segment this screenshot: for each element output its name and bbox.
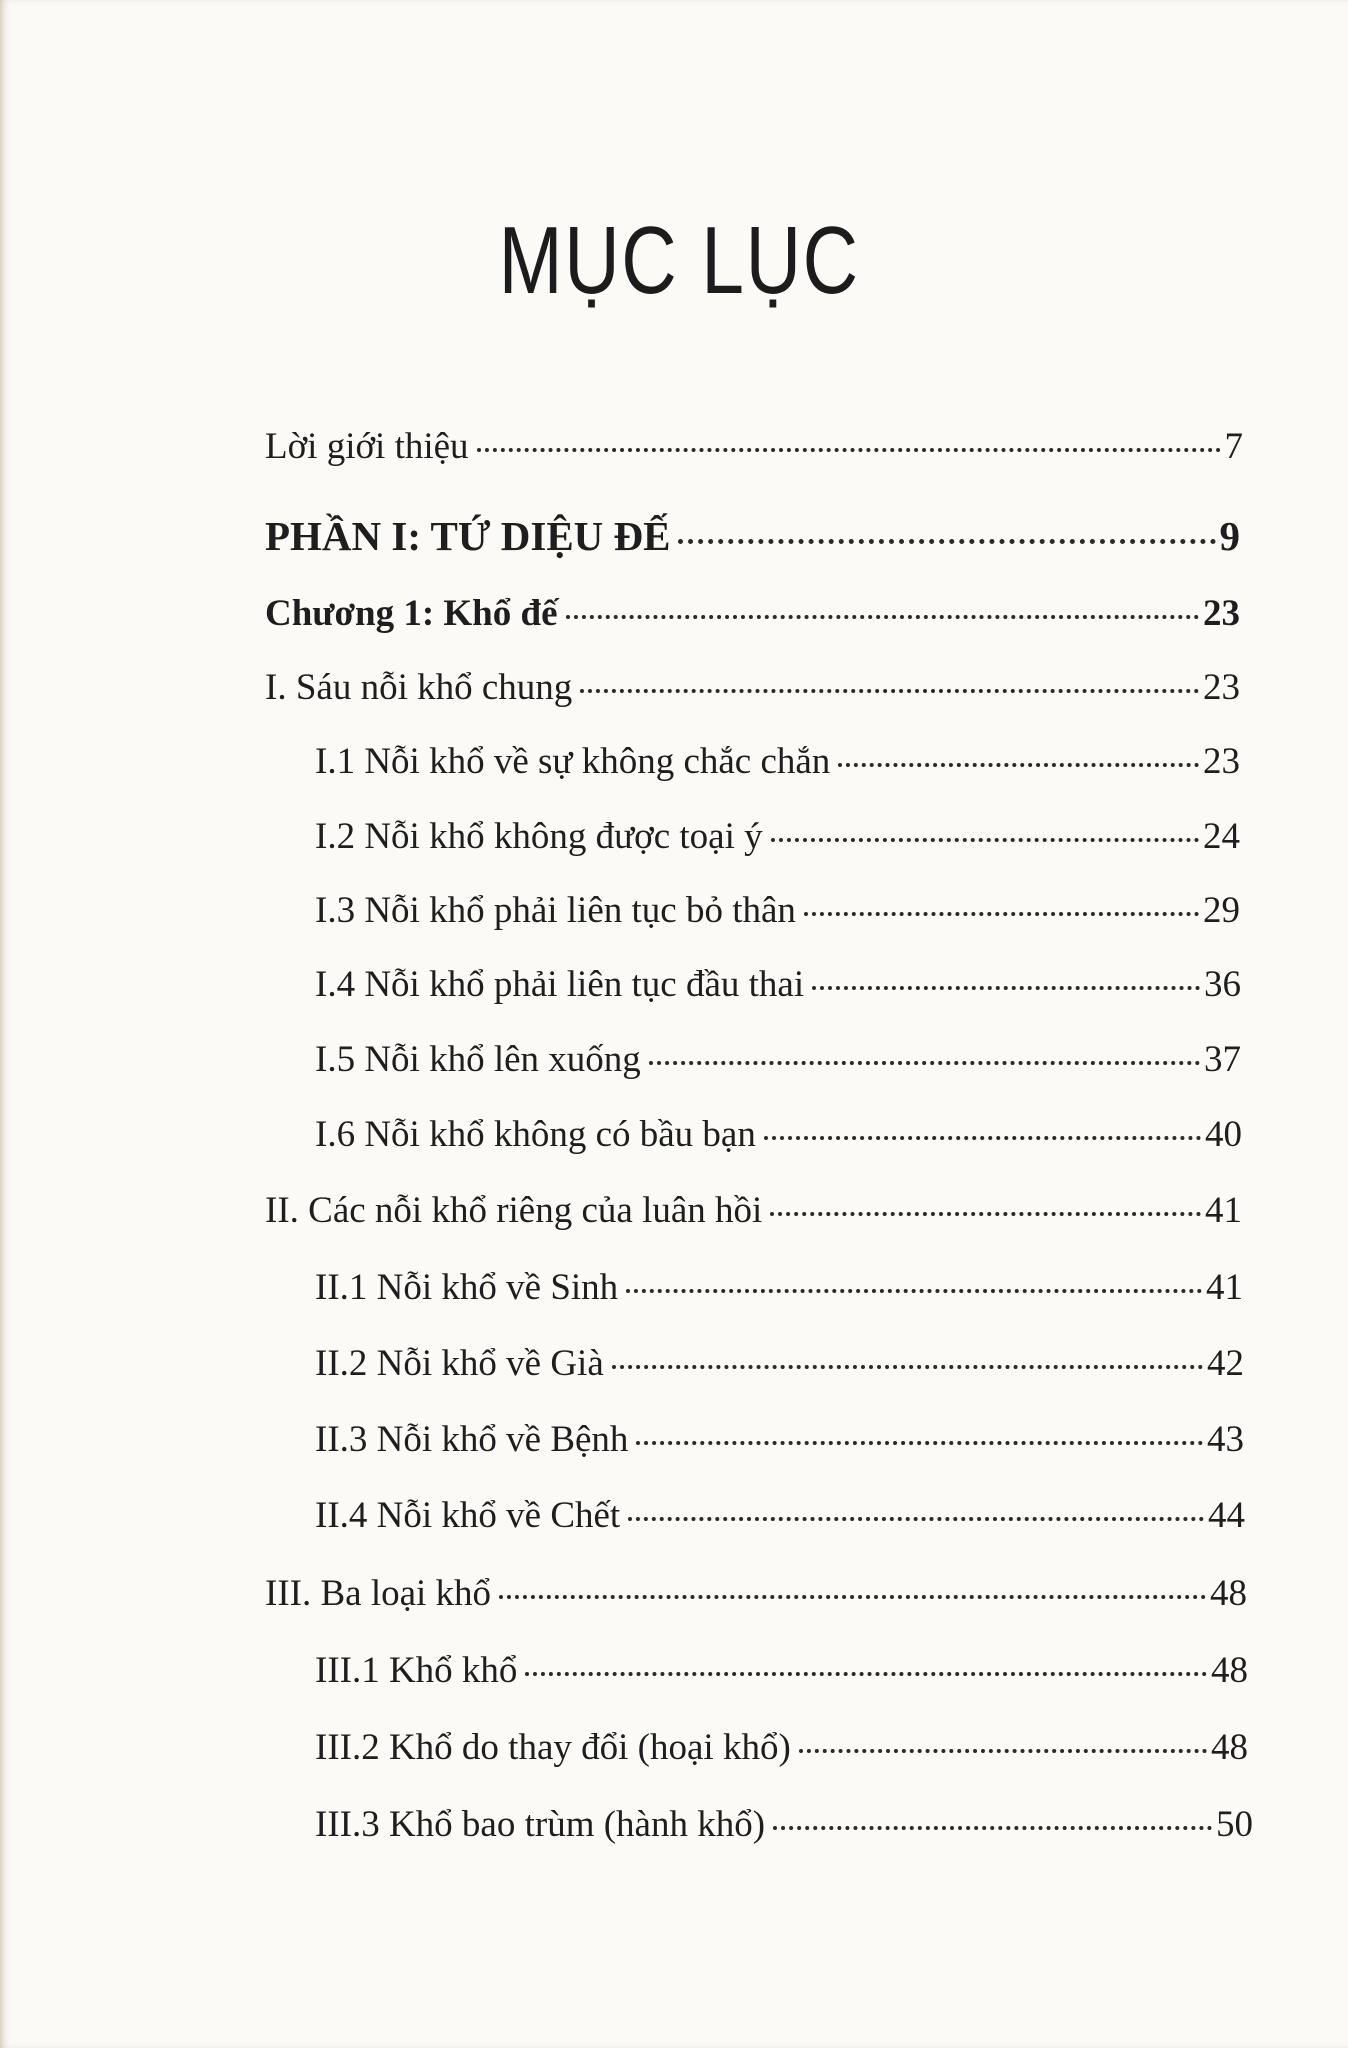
toc-entry-page: 36 xyxy=(1204,964,1241,1005)
toc-entry-page: 7 xyxy=(1224,426,1243,467)
toc-entry xyxy=(265,666,1240,709)
toc-entry xyxy=(315,1803,1253,1846)
toc-entry-page: 41 xyxy=(1206,1267,1243,1308)
toc-entry-title: I.5 Nỗi khổ lên xuống xyxy=(315,1039,641,1080)
toc-entry-page: 9 xyxy=(1219,513,1240,559)
dot-leader xyxy=(773,1826,1212,1830)
toc-entry-page: 41 xyxy=(1205,1190,1242,1231)
toc-entry-title: III.2 Khổ do thay đổi (hoại khổ) xyxy=(315,1727,791,1768)
toc-entry xyxy=(315,1726,1248,1769)
toc-entry-title: I.6 Nỗi khổ không có bầu bạn xyxy=(315,1114,756,1155)
toc-entry-title: I.3 Nỗi khổ phải liên tục bỏ thân xyxy=(315,890,796,931)
dot-leader xyxy=(764,1136,1201,1140)
dot-leader xyxy=(499,1595,1206,1599)
toc-entry xyxy=(315,1342,1244,1385)
toc-entry xyxy=(265,1572,1247,1615)
toc-entry-title: PHẦN I: TỨ DIỆU ĐẾ xyxy=(265,513,671,559)
toc-entry xyxy=(315,815,1240,858)
toc-entry-page: 48 xyxy=(1211,1727,1248,1768)
toc-entry-page: 23 xyxy=(1203,741,1240,782)
toc-entry-page: 50 xyxy=(1216,1804,1253,1845)
toc-entry-page: 29 xyxy=(1203,890,1240,931)
toc-entry-title: I.2 Nỗi khổ không được toại ý xyxy=(315,816,763,857)
toc-entry-chapter xyxy=(265,592,1240,635)
toc-entry-title: II. Các nỗi khổ riêng của luân hồi xyxy=(265,1190,763,1231)
toc-entry-title: I.4 Nỗi khổ phải liên tục đầu thai xyxy=(315,964,805,1005)
toc-entry-title: Chương 1: Khổ đế xyxy=(265,593,558,634)
toc-entry xyxy=(315,1266,1243,1309)
toc-entry-title: III.3 Khổ bao trùm (hành khổ) xyxy=(315,1804,766,1845)
toc-entry xyxy=(265,425,1243,468)
toc-entry-page: 24 xyxy=(1203,816,1240,857)
toc-entry xyxy=(315,1113,1242,1156)
toc-entry-page: 37 xyxy=(1204,1039,1241,1080)
toc-entry-title: Lời giới thiệu xyxy=(265,426,469,467)
toc-entry-title: II.4 Nỗi khổ về Chết xyxy=(315,1495,621,1536)
toc-entry xyxy=(315,1649,1248,1692)
toc-entry xyxy=(265,1189,1242,1232)
dot-leader xyxy=(771,838,1199,842)
toc-entry-part xyxy=(265,512,1240,560)
toc-entry-page: 48 xyxy=(1210,1573,1247,1614)
toc-entry-page: 44 xyxy=(1208,1495,1245,1536)
dot-leader xyxy=(838,763,1199,767)
dot-leader xyxy=(566,615,1200,619)
toc-entry-title: I. Sáu nỗi khổ chung xyxy=(265,667,573,708)
toc-entry-title: II.2 Nỗi khổ về Già xyxy=(315,1343,604,1384)
toc-entry xyxy=(315,1494,1245,1537)
dot-leader xyxy=(649,1061,1200,1065)
dot-leader xyxy=(770,1212,1201,1216)
dot-leader xyxy=(612,1365,1203,1369)
toc-entry-title: II.1 Nỗi khổ về Sinh xyxy=(315,1267,619,1308)
toc-entry xyxy=(315,1038,1241,1081)
toc-entry-page: 23 xyxy=(1203,593,1240,634)
dot-leader xyxy=(804,912,1199,916)
toc-entry xyxy=(315,889,1240,932)
toc-entry-page: 48 xyxy=(1211,1650,1248,1691)
toc-entry xyxy=(315,1418,1244,1461)
toc-entry-page: 40 xyxy=(1205,1114,1242,1155)
dot-leader xyxy=(636,1441,1203,1445)
page-title: MỤC LỤC xyxy=(498,207,860,314)
dot-leader xyxy=(626,1289,1202,1293)
dot-leader xyxy=(580,689,1199,693)
toc-entry xyxy=(315,963,1241,1006)
toc-entry xyxy=(315,740,1240,783)
dot-leader xyxy=(477,448,1221,452)
dot-leader xyxy=(628,1517,1204,1521)
toc-entry-title: III.1 Khổ khổ xyxy=(315,1650,518,1691)
toc-entry-page: 42 xyxy=(1207,1343,1244,1384)
dot-leader xyxy=(525,1672,1207,1676)
toc-entry-title: I.1 Nỗi khổ về sự không chắc chắn xyxy=(315,741,831,782)
toc-entry-title: II.3 Nỗi khổ về Bệnh xyxy=(315,1419,629,1460)
dot-leader xyxy=(799,1749,1207,1753)
toc-entry-title: III. Ba loại khổ xyxy=(265,1573,492,1614)
toc-entry-page: 23 xyxy=(1203,667,1240,708)
dot-leader xyxy=(678,539,1215,544)
dot-leader xyxy=(812,986,1200,990)
toc-entry-page: 43 xyxy=(1207,1419,1244,1460)
